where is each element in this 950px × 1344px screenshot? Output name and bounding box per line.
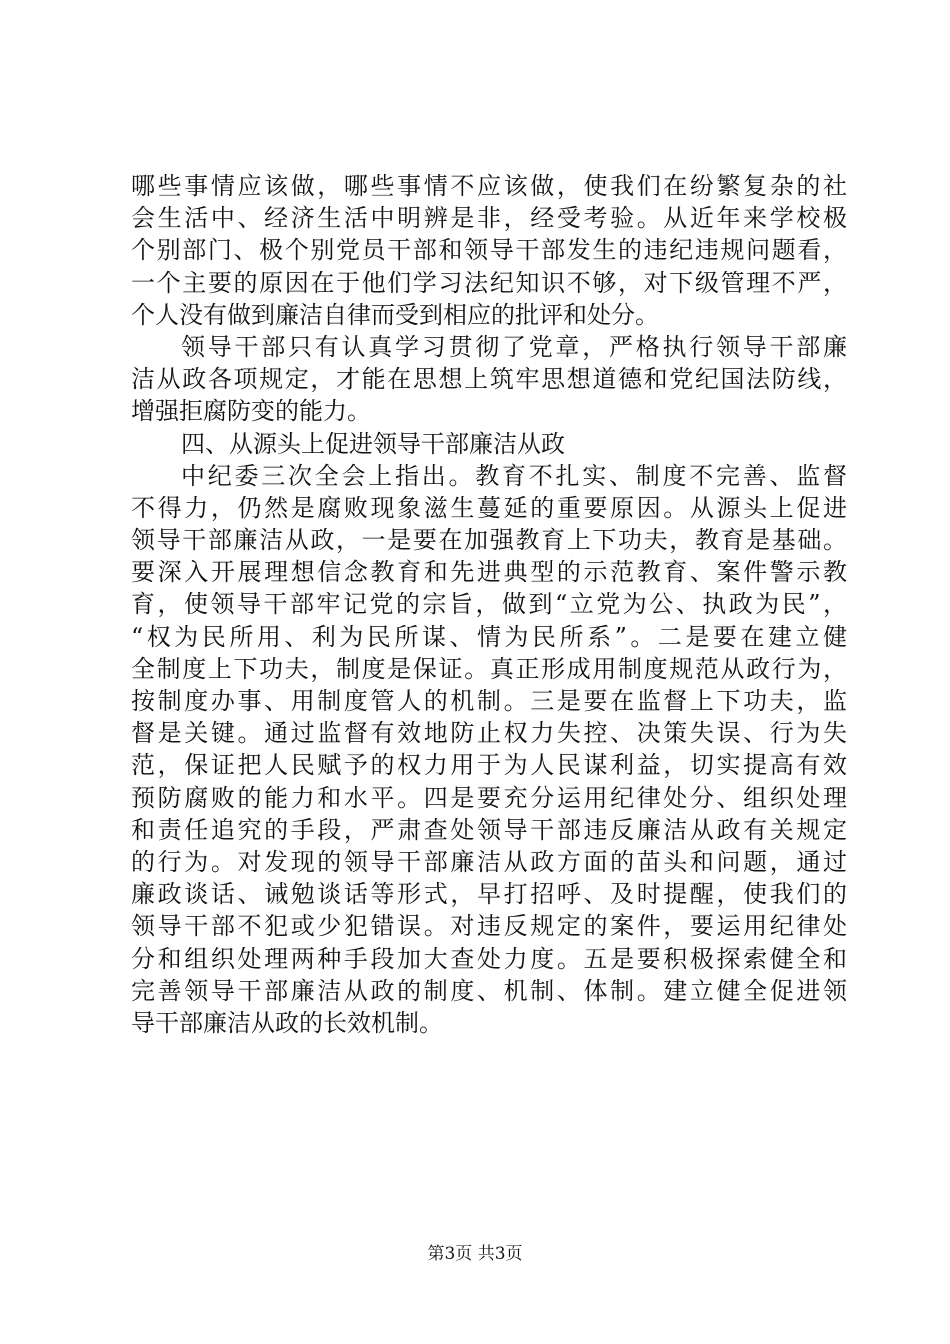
text-line: 要深入开展理想信念教育和先进典型的示范教育、案件警示教 xyxy=(131,558,847,587)
text-line: 洁从政各项规定，才能在思想上筑牢思想道德和党纪国法防线， xyxy=(131,365,847,394)
text-line: 会生活中、经济生活中明辨是非，经受考验。从近年来学校极 xyxy=(131,204,847,233)
text-line: 一个主要的原因在于他们学习法纪知识不够，对下级管理不严， xyxy=(131,268,847,297)
text-line: 领导干部廉洁从政，一是要在加强教育上下功夫，教育是基础。 xyxy=(131,526,847,555)
text-line: 四、从源头上促进领导干部廉洁从政 xyxy=(181,429,565,458)
text-line: 领导干部不犯或少犯错误。对违反规定的案件，要运用纪律处 xyxy=(131,912,847,941)
text-line: 完善领导干部廉洁从政的制度、机制、体制。建立健全促进领 xyxy=(131,976,847,1005)
text-line: 廉政谈话、诫勉谈话等形式，早打招呼、及时提醒，使我们的 xyxy=(131,880,847,909)
text-line: 全制度上下功夫，制度是保证。真正形成用制度规范从政行为， xyxy=(131,654,847,683)
text-line: 个别部门、极个别党员干部和领导干部发生的违纪违规问题看， xyxy=(131,236,847,265)
text-line: 按制度办事、用制度管人的机制。三是要在监督上下功夫，监 xyxy=(131,687,847,715)
text-line: 分和组织处理两种手段加大查处力度。五是要积极探索健全和 xyxy=(131,944,847,973)
text-line: “权为民所用、利为民所谋、情为民所系”。二是要在建立健 xyxy=(131,622,847,651)
paragraph xyxy=(131,428,847,460)
paragraph xyxy=(131,331,847,428)
text-line: 的行为。对发现的领导干部廉洁从政方面的苗头和问题，通过 xyxy=(131,847,847,876)
text-line: 哪些事情应该做，哪些事情不应该做，使我们在纷繁复杂的社 xyxy=(131,172,847,200)
text-line: 和责任追究的手段，严肃查处领导干部违反廉洁从政有关规定 xyxy=(131,815,847,844)
text-line: 预防腐败的能力和水平。四是要充分运用纪律处分、组织处理 xyxy=(131,783,847,812)
paragraph xyxy=(131,460,847,1039)
text-line: 增强拒腐防变的能力。 xyxy=(131,397,371,426)
text-line: 不得力，仍然是腐败现象滋生蔓延的重要原因。从源头上促进 xyxy=(131,493,847,522)
text-line: 范，保证把人民赋予的权力用于为人民谋利益，切实提高有效 xyxy=(131,751,847,780)
text-line: 领导干部只有认真学习贯彻了党章，严格执行领导干部廉 xyxy=(181,332,847,361)
page-footer: 第3页 共3页 xyxy=(427,1244,523,1264)
text-line: 个人没有做到廉洁自律而受到相应的批评和处分。 xyxy=(131,300,659,329)
text-line: 督是关键。通过监督有效地防止权力失控、决策失误、行为失 xyxy=(131,719,847,748)
text-line: 育，使领导干部牢记党的宗旨，做到“立党为公、执政为民”， xyxy=(131,590,847,619)
document-body xyxy=(131,170,847,1039)
text-line: 导干部廉洁从政的长效机制。 xyxy=(131,1008,443,1037)
paragraph xyxy=(131,170,847,331)
text-line: 中纪委三次全会上指出。教育不扎实、制度不完善、监督 xyxy=(181,461,847,490)
